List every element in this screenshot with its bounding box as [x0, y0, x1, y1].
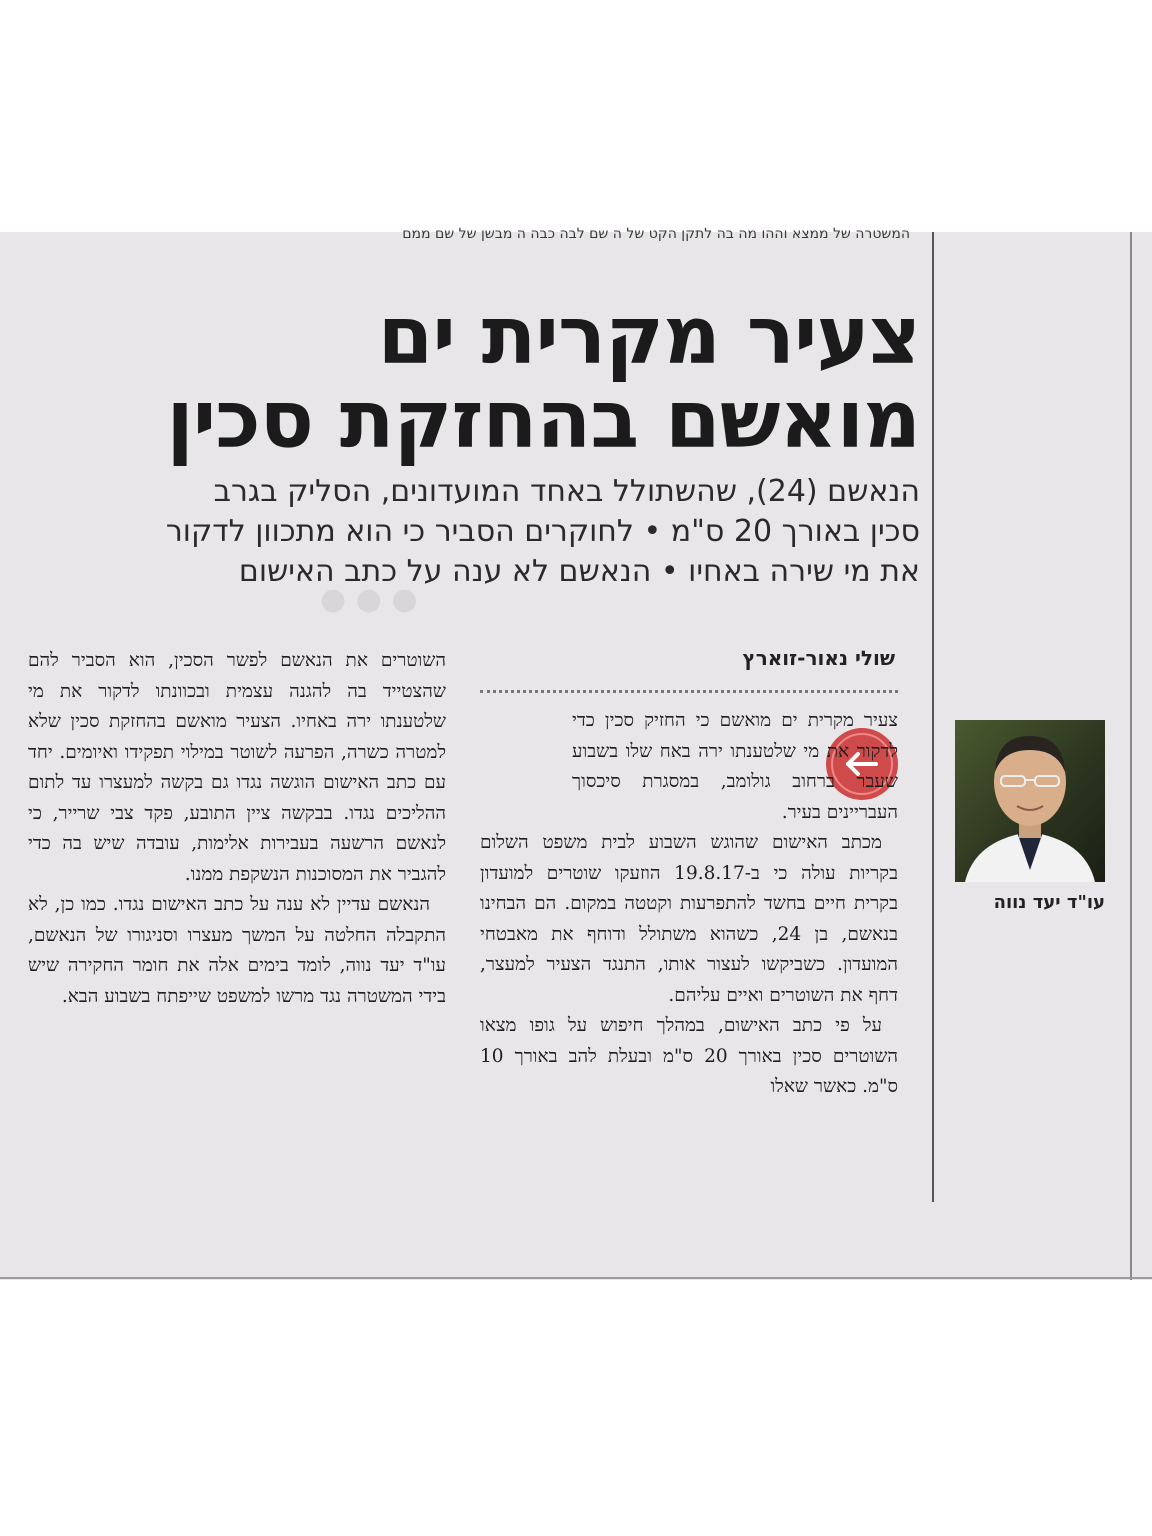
byline-divider: [480, 690, 898, 693]
portrait-illustration: [955, 720, 1105, 882]
subhead-line-3: את מי שירה באחיו • הנאשם לא ענה על כתב האישום: [238, 554, 920, 589]
column-divider-right: [932, 232, 934, 1202]
subheadline: [40, 472, 920, 592]
article-column-left: [28, 646, 446, 1012]
article-column-right: [480, 706, 898, 1103]
article-paragraph: צעיר מקרית ים מואשם כי החזיק סכין כדי לדקור את מי שלטענתו ירה באח שלו בשבוע שעבר ברחוב גולומב, במסגרת סיכסוך העבריינים בעיר.: [572, 710, 898, 823]
byline: שולי נאור-זוארץ: [742, 646, 895, 670]
headline-line-2: מואשם בהחזקת סכין: [166, 373, 920, 466]
article-paragraph: הנאשם עדיין לא ענה על כתב האישום נגדו. כמו כן, לא התקבלה החלטה על המשך מעצרו וסניגורו של הנאשם, עו"ד יעד נווה, לומד בימים אלה את חומר החקירה שיש בידי המשטרה נגד מרשו למשפט שייפתח בשבוע הבא.: [28, 894, 446, 1007]
lawyer-portrait-photo: [955, 720, 1105, 882]
subhead-line-2: סכין באורך 20 ס"מ • לחוקרים הסביר כי הוא מתכוון לדקור: [165, 514, 920, 549]
previous-article-strip: המשטרה של ממצא וההו מה בה לתקן הקט של ה שם לבה כבה ה מבשן של שם ממם: [402, 226, 910, 242]
headline-line-1: צעיר מקרית ים: [377, 289, 920, 382]
headline: [40, 289, 920, 466]
article-paragraph: על פי כתב האישום, במהלך חיפוש על גופו מצאו השוטרים סכין באורך 20 ס"מ ובעלת להב באורך 10 ס"מ. כאשר שאלו: [480, 1015, 898, 1097]
page-edge-line: [1130, 232, 1132, 1280]
bleed-through-text: ● ● ●: [320, 582, 418, 617]
newspaper-clipping: [0, 226, 1152, 1280]
photo-caption: עו"ד יעד נווה: [993, 892, 1105, 913]
article-paragraph: מכתב האישום שהוגש השבוע לבית משפט השלום בקריות עולה כי ב-19.8.17 הוזעקו שוטרים למועדון בקרית חיים בחשד להתפרעות וקטטה במקום. הם הבחינו בנאשם, בן 24, כשהוא משתולל ודוחף את מאבטחי המועדון. כשביקשו לעצור אותו, התנגד הצעיר למעצר, דחף את השוטרים ואיים עליהם.: [480, 832, 899, 1006]
bottom-rule: [0, 1277, 1152, 1279]
article-paragraph: השוטרים את הנאשם לפשר הסכין, הוא הסביר להם שהצטייד בה להגנה עצמית ובכוונתו לדקור את מי שלטענתו ירה באחיו. הצעיר מואשם בהחזקת סכין שלא למטרה כשרה, הפרעה לשוטר במילוי תפקידו ואיומים. יחד עם כתב האישום הוגשה נגדו גם בקשה למעצרו עד לתום ההליכים נגדו. בבקשה ציין התובע, פקד צבי שרייר, כי לנאשם הרשעה בעבירות אלימות, עובדה שיש בה כדי להגביר את המסוכנות הנשקפת ממנו.: [28, 650, 446, 885]
subhead-line-1: הנאשם (24), שהשתולל באחד המועדונים, הסליק בגרב: [213, 474, 920, 509]
